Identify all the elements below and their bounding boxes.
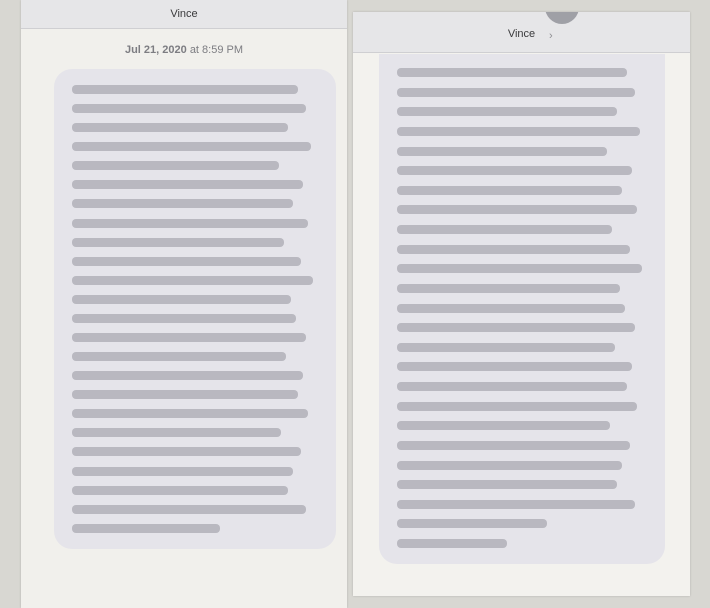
redacted-text-line xyxy=(397,304,625,313)
redacted-text-line xyxy=(397,127,640,136)
timestamp-time: at 8:59 PM xyxy=(189,44,244,56)
redacted-text-line xyxy=(397,68,627,77)
redacted-text-line xyxy=(72,180,303,189)
redacted-text-line xyxy=(397,480,617,489)
redacted-text-line xyxy=(397,147,607,156)
redacted-text-line xyxy=(72,409,308,418)
redacted-text-line xyxy=(72,524,220,533)
redacted-text-line xyxy=(72,333,306,342)
redacted-text-line xyxy=(72,428,281,437)
redacted-text-line xyxy=(72,104,306,113)
redacted-text-line xyxy=(397,264,642,273)
message-timestamp xyxy=(21,44,347,56)
redacted-text-line xyxy=(397,461,622,470)
redacted-text-line xyxy=(72,467,293,476)
redacted-text-line xyxy=(72,276,313,285)
message-bubble[interactable] xyxy=(54,69,336,549)
redacted-text-line xyxy=(397,343,615,352)
redacted-text-line xyxy=(397,88,635,97)
redacted-text-line xyxy=(397,245,630,254)
message-printout-left xyxy=(21,0,347,608)
redacted-text-line xyxy=(397,519,547,528)
redacted-text-line xyxy=(72,371,303,380)
redacted-text-line xyxy=(72,142,311,151)
chevron-right-icon[interactable]: › xyxy=(549,30,553,42)
redacted-text-line xyxy=(72,238,284,247)
redacted-text-line xyxy=(72,85,298,94)
redacted-text-line xyxy=(397,500,635,509)
redacted-text-line xyxy=(397,186,622,195)
redacted-text-line xyxy=(397,284,620,293)
redacted-text-line xyxy=(397,323,635,332)
redacted-text-line xyxy=(397,166,632,175)
redacted-text-line xyxy=(397,421,610,430)
redacted-text-line xyxy=(397,205,637,214)
redacted-text-line xyxy=(72,257,301,266)
contact-name[interactable]: Vince xyxy=(170,8,198,20)
redacted-text-line xyxy=(72,123,288,132)
redacted-text-line xyxy=(72,505,306,514)
message-bubble[interactable] xyxy=(379,54,665,564)
avatar[interactable] xyxy=(545,12,579,24)
redacted-text-line xyxy=(397,402,637,411)
message-text-redacted xyxy=(72,85,318,533)
redacted-text-line xyxy=(397,225,612,234)
redacted-text-line xyxy=(72,219,308,228)
redacted-text-line xyxy=(72,161,279,170)
redacted-text-line xyxy=(72,199,293,208)
redacted-text-line xyxy=(72,352,286,361)
redacted-text-line xyxy=(72,295,291,304)
redacted-text-line xyxy=(397,539,507,548)
redacted-text-line xyxy=(72,486,288,495)
redacted-text-line xyxy=(72,314,296,323)
redacted-text-line xyxy=(397,107,617,116)
redacted-text-line xyxy=(397,441,630,450)
contact-name[interactable]: Vince xyxy=(507,28,536,40)
redacted-text-line xyxy=(72,390,298,399)
conversation-header xyxy=(21,0,347,29)
redacted-text-line xyxy=(397,362,632,371)
message-printout-right xyxy=(353,12,690,596)
timestamp-date: Jul 21, 2020 xyxy=(124,44,187,56)
redacted-text-line xyxy=(72,447,301,456)
conversation-header xyxy=(353,12,690,53)
redacted-text-line xyxy=(397,382,627,391)
message-text-redacted xyxy=(397,68,647,548)
